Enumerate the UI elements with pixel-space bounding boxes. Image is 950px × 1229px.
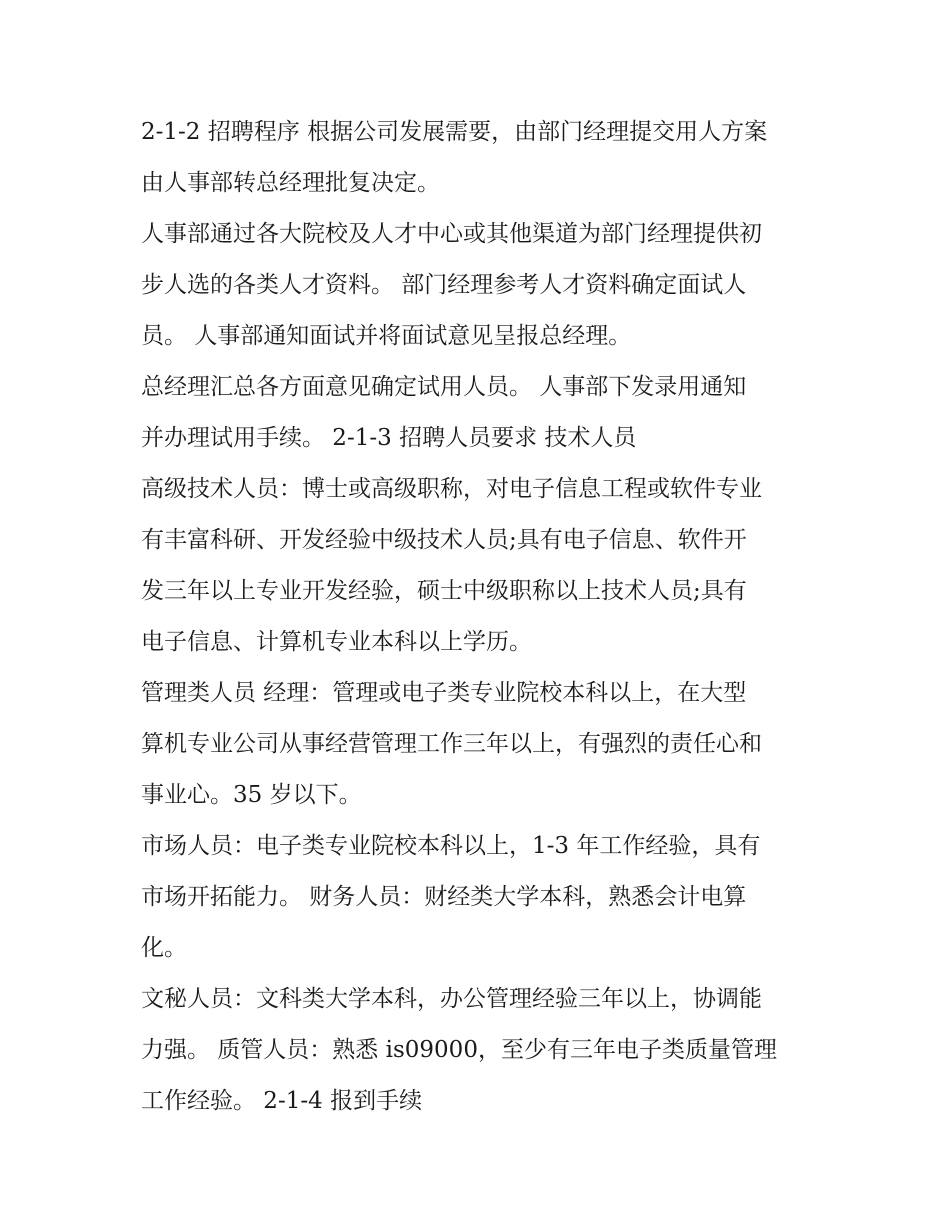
- paragraph-marketing-finance-staff: [141, 821, 821, 974]
- paragraph-technical-staff: [141, 464, 821, 668]
- text-line: 力强。 质管人员：熟悉 is09000，至少有三年电子类质量管理: [141, 1037, 777, 1063]
- paragraph-trial-employment: [141, 362, 821, 464]
- text-line: 发三年以上专业开发经验，硕士中级职称以上技术人员;具有: [141, 578, 747, 604]
- text-line: 算机专业公司从事经营管理工作三年以上，有强烈的责任心和: [141, 731, 762, 757]
- text-line: 事业心。35 岁以下。: [141, 782, 362, 808]
- text-line: 步人选的各类人才资料。 部门经理参考人才资料确定面试人: [141, 272, 747, 298]
- text-line: 有丰富科研、开发经验中级技术人员;具有电子信息、软件开: [141, 527, 747, 553]
- text-line: 由人事部转总经理批复决定。: [141, 170, 440, 196]
- text-line: 高级技术人员：博士或高级职称，对电子信息工程或软件专业: [141, 476, 762, 502]
- text-line: 文秘人员：文科类大学本科，办公管理经验三年以上，协调能: [141, 986, 762, 1012]
- paragraph-secretary-quality-staff: [141, 974, 821, 1127]
- text-line: 人事部通过各大院校及人才中心或其他渠道为部门经理提供初: [141, 221, 762, 247]
- text-line: 管理类人员 经理：管理或电子类专业院校本科以上，在大型: [141, 680, 747, 706]
- paragraph-hr-candidate-selection: [141, 209, 821, 362]
- paragraph-recruitment-procedure: [141, 107, 821, 209]
- paragraph-management-staff: [141, 668, 821, 821]
- text-line: 员。 人事部通知面试并将面试意见呈报总经理。: [141, 323, 632, 349]
- text-line: 市场人员：电子类专业院校本科以上，1-3 年工作经验，具有: [141, 833, 761, 859]
- text-line: 总经理汇总各方面意见确定试用人员。 人事部下发录用通知: [141, 374, 747, 400]
- document-body: [141, 107, 821, 1127]
- text-line: 2-1-2 招聘程序 根据公司发展需要，由部门经理提交用人方案: [141, 119, 768, 145]
- text-line: 工作经验。 2-1-4 报到手续: [141, 1088, 423, 1114]
- text-line: 市场开拓能力。 财务人员：财经类大学本科，熟悉会计电算: [141, 884, 747, 910]
- text-line: 电子信息、计算机专业本科以上学历。: [141, 629, 532, 655]
- text-line: 化。: [141, 935, 187, 961]
- text-line: 并办理试用手续。 2-1-3 招聘人员要求 技术人员: [141, 425, 637, 451]
